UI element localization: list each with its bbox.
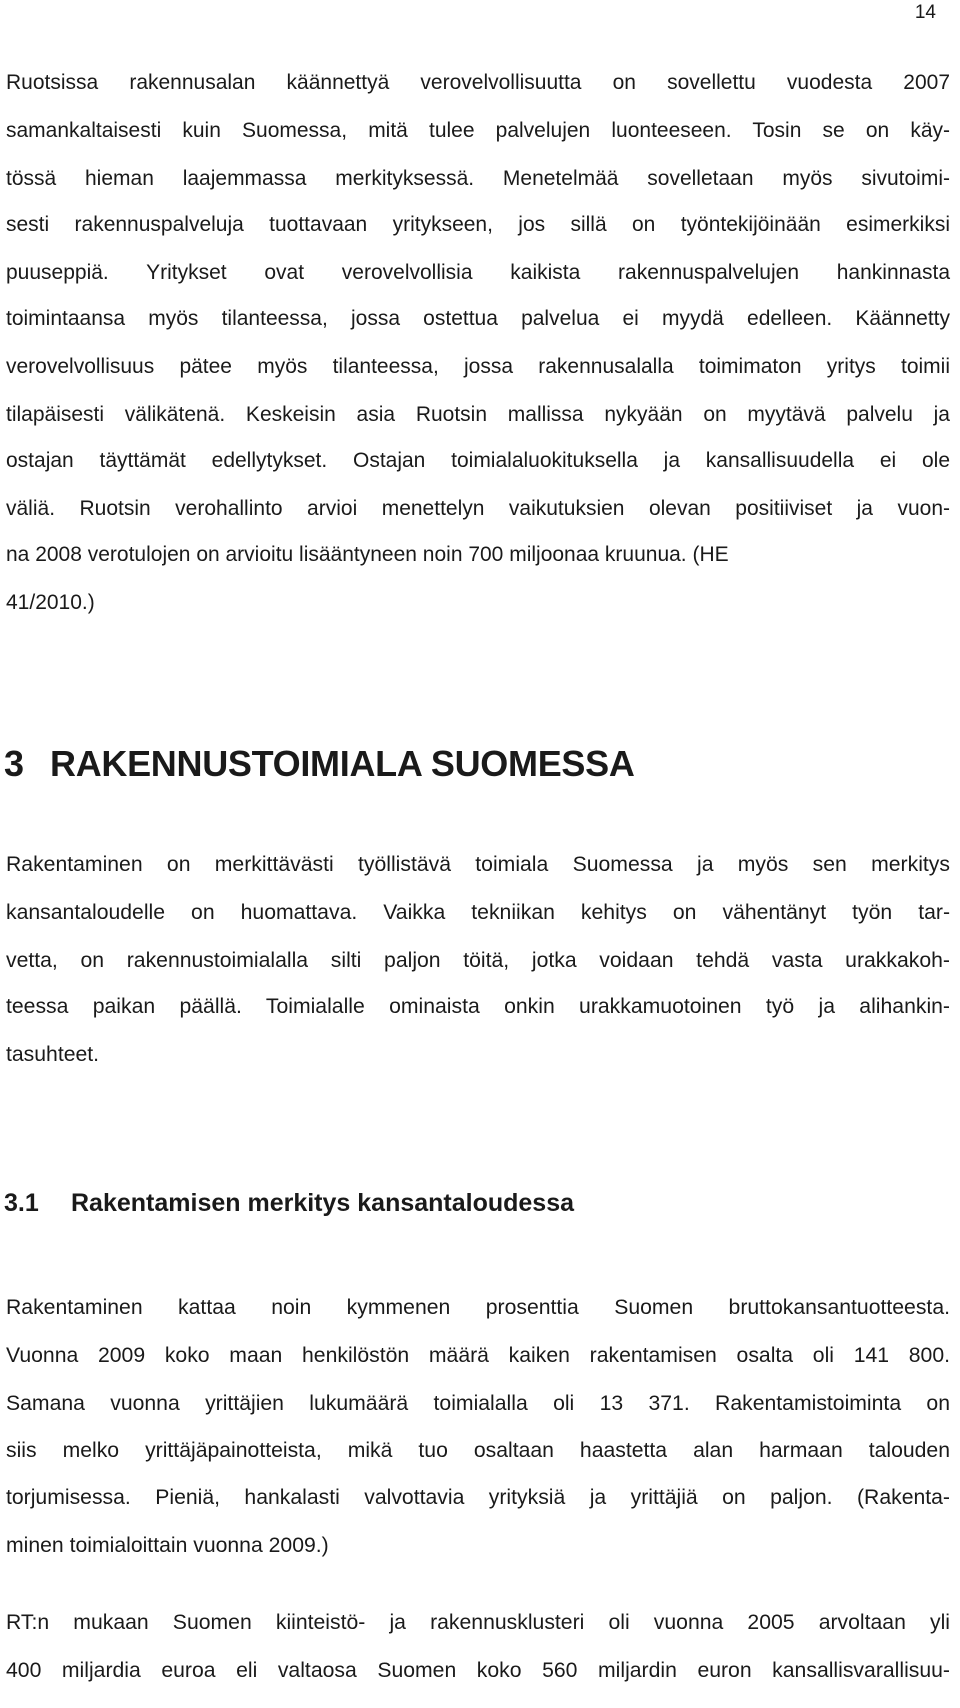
text-line: vetta, on rakennustoimialalla silti paljon töitä, jotka voidaan tehdä vasta urakkakoh- [6, 949, 950, 972]
text-line: sesti rakennuspalveluja tuottavaan yritykseen, jos sillä on työntekijöinään esimerkiksi [6, 213, 950, 236]
text-line: Ruotsissa rakennusalan käännettyä verovelvollisuutta on sovellettu vuodesta 2007 [6, 71, 950, 94]
text-line: verovelvollisuus pätee myös tilanteessa, jossa rakennusalalla toimimaton yritys toimii [6, 355, 950, 378]
text-line: Rakentaminen kattaa noin kymmenen prosenttia Suomen bruttokansantuotteesta. [6, 1296, 950, 1319]
chapter-number: 3 [4, 743, 24, 784]
text-line: siis melko yrittäjäpainotteista, mikä tuo osaltaan haastetta alan harmaan talouden [6, 1439, 950, 1462]
text-line: tasuhteet. [6, 1043, 100, 1066]
chapter-title: RAKENNUSTOIMIALA SUOMESSA [50, 743, 635, 784]
text-line: väliä. Ruotsin verohallinto arvioi menettelyn vaikutuksien olevan positiiviset ja vuon- [6, 497, 950, 520]
text-line: Samana vuonna yrittäjien lukumäärä toimialalla oli 13 371. Rakentamistoiminta on [6, 1392, 950, 1415]
text-line: 41/2010.) [6, 591, 95, 614]
text-line: torjumisessa. Pieniä, hankalasti valvottavia yrityksiä ja yrittäjiä on paljon. (Rakenta- [6, 1486, 950, 1509]
text-line: minen toimialoittain vuonna 2009.) [6, 1534, 329, 1557]
section-number: 3.1 [4, 1189, 39, 1217]
text-line: ostajan täyttämät edellytykset. Ostajan toimialaluokituksella ja kansallisuudella ei ole [6, 449, 950, 472]
chapter-heading [4, 742, 635, 786]
text-line: toimintaansa myös tilanteessa, jossa ostettua palvelua ei myydä edelleen. Käännetty [6, 307, 950, 330]
text-line: kansantaloudelle on huomattava. Vaikka tekniikan kehitys on vähentänyt työn tar- [6, 901, 950, 924]
page-number: 14 [914, 2, 936, 23]
text-line: tilapäisesti välikätenä. Keskeisin asia Ruotsin mallissa nykyään on myytävä palvelu ja [6, 403, 950, 426]
text-line: Rakentaminen on merkittävästi työllistävä toimiala Suomessa ja myös sen merkitys [6, 853, 950, 876]
text-line: 400 miljardia euroa eli valtaosa Suomen koko 560 miljardin euron kansallisvarallisuu- [6, 1659, 950, 1682]
text-line: teessa paikan päällä. Toimialalle ominaista onkin urakkamuotoinen työ ja alihankin- [6, 995, 950, 1018]
text-line: na 2008 verotulojen on arvioitu lisääntyneen noin 700 miljoonaa kruunua. (HE [6, 543, 729, 566]
text-line: RT:n mukaan Suomen kiinteistö- ja rakennusklusteri oli vuonna 2005 arvoltaan yli [6, 1611, 950, 1634]
section-title: Rakentamisen merkitys kansantaloudessa [71, 1189, 575, 1217]
text-line: Vuonna 2009 koko maan henkilöstön määrä kaiken rakentamisen osalta oli 141 800. [6, 1344, 950, 1367]
text-line: puuseppiä. Yritykset ovat verovelvollisia kaikista rakennuspalvelujen hankinnasta [6, 261, 950, 284]
text-line: tössä hieman laajemmassa merkityksessä. Menetelmää sovelletaan myös sivutoimi- [6, 167, 950, 190]
section-heading [4, 1187, 574, 1219]
text-line: samankaltaisesti kuin Suomessa, mitä tulee palvelujen luonteeseen. Tosin se on käy- [6, 119, 950, 142]
